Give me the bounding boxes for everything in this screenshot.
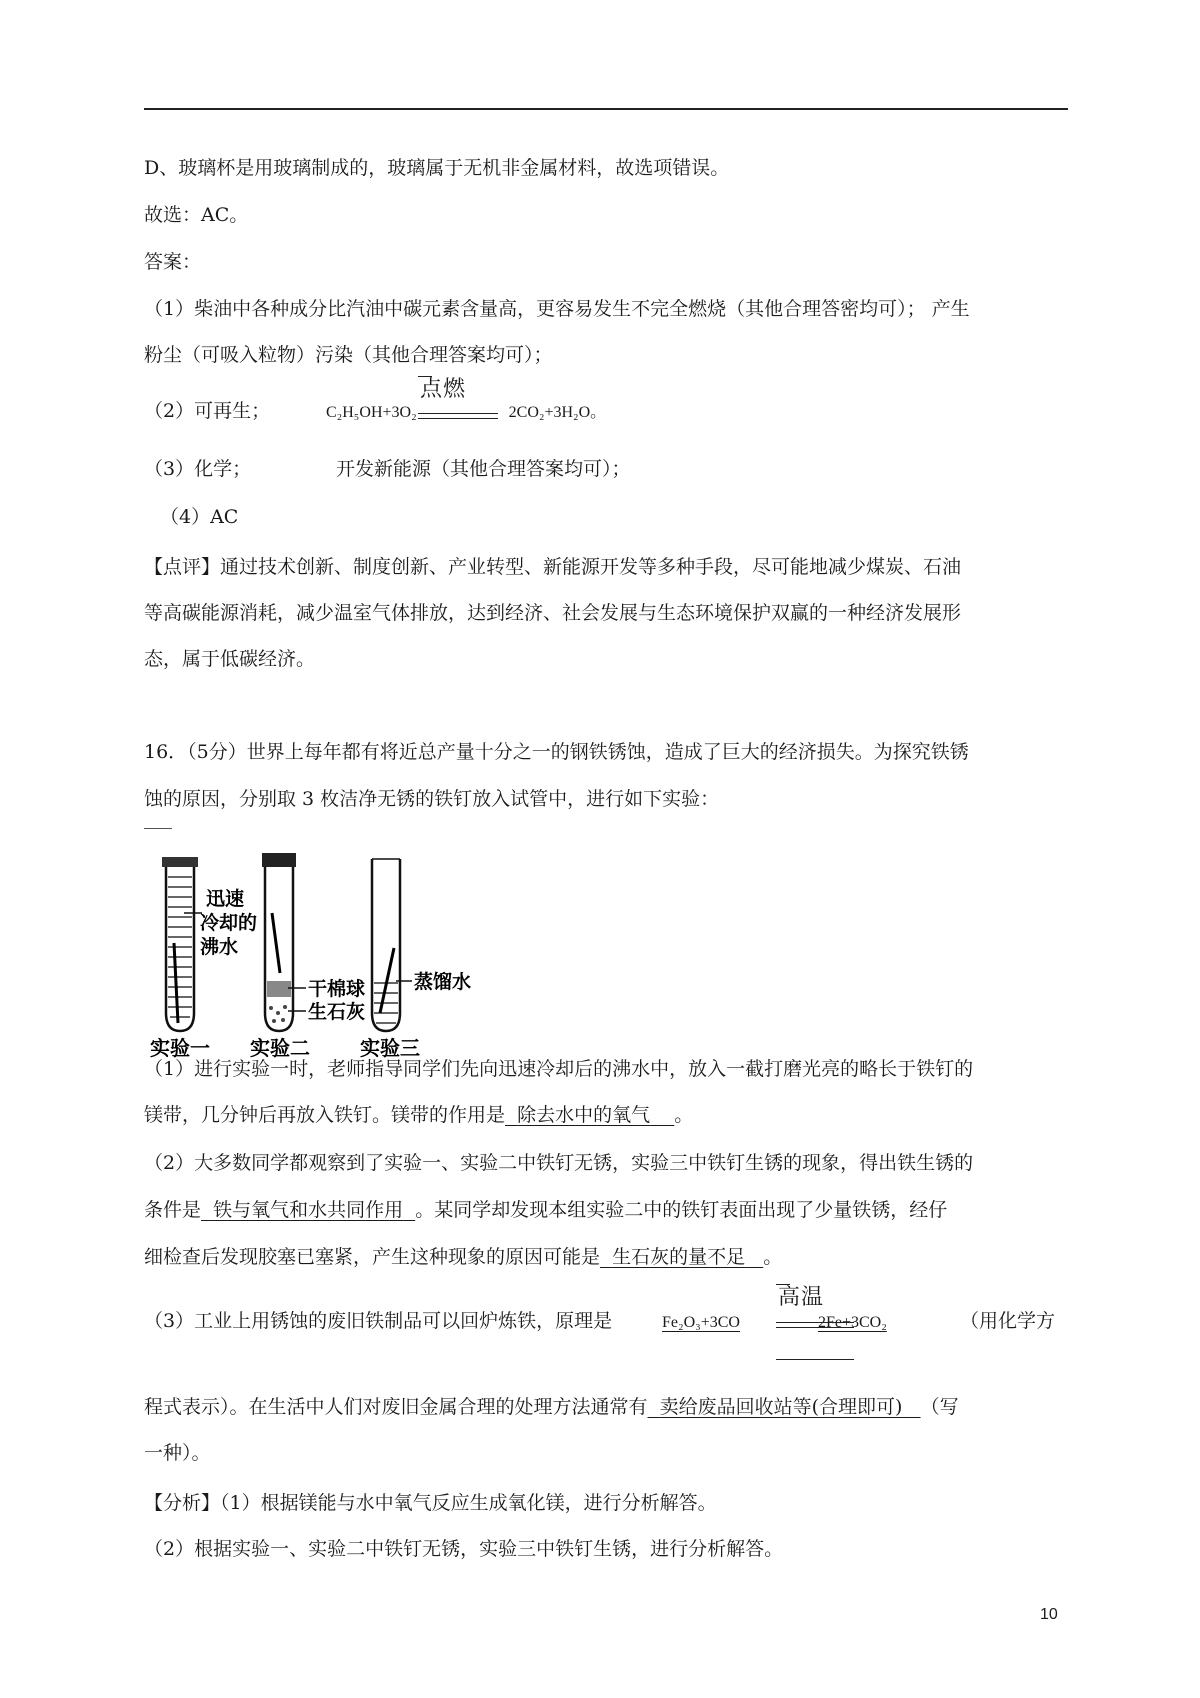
figure-tick [144,828,172,829]
eq2-left: Fe₂O₃+3CO [662,1314,740,1331]
answer-blank-3 [600,1246,763,1268]
comment-line: 态，属于低碳经济。 [144,648,316,670]
text-line: （1）进行实验一时，老师指导同学们先向迅速冷却后的沸水中，放入一截打磨光亮的略长于铁钉的 [144,1058,974,1080]
p1b-prefix: 镁带，几分钟后再放入铁钉。镁带的作用是 [144,1104,506,1126]
eq2-right: 2Fe+3CO₂ [817,1314,887,1331]
answer-4-line: （4）AC [160,506,239,528]
answer-line-4 [144,1306,1068,1336]
text-line: 粉尘（可吸入粒物）污染（其他合理答案均可）； [144,344,553,366]
tube-1 [162,857,202,1031]
p2b-suffix: 。某同学却发现本组实验二中的铁钉表面出现了少量铁锈，经仔 [415,1199,948,1221]
text-line: （1）柴油中各种成分比汽油中碳元素含量高，更容易发生不完全燃烧（其他合理答密均可）； 产生 [144,298,970,320]
eq2-over-tick [776,1284,790,1285]
p3b-prefix: 程式表示）。在生活中人们对废旧金属合理的处理方法通常有 [144,1396,648,1418]
tube3-label: 蒸馏水 [414,971,472,993]
eq2-equals-bar [776,1322,854,1328]
answer-line-2 [144,1195,1068,1225]
p2c-suffix: 。 [763,1246,783,1268]
answer-line-1 [144,1100,1068,1130]
p2b-prefix: 条件是 [144,1199,202,1221]
analysis-line: 【分析】（1）根据镁能与水中氧气反应生成氧化镁，进行分析解答。 [144,1492,717,1514]
answer-text-2: 铁与氧气和水共同作用 [213,1199,404,1221]
p3a-suffix: （用化学方 [960,1310,1056,1332]
exp1-label: 实验一 [150,1036,210,1060]
exp3-label: 实验三 [360,1036,420,1060]
answer-text-1: 除去水中的氧气 [517,1104,651,1126]
text-line: （2）大多数同学都观察到了实验一、实验二中铁钉无锈，实验三中铁钉生锈的现象，得出铁生锈的 [144,1152,974,1174]
answer-line-5 [144,1392,1068,1422]
eq1-right: 2CO₂+3H₂O。 [508,404,607,421]
p1b-suffix: 。 [674,1104,694,1126]
tube1-label-2: 冷却的 [200,912,258,934]
text-line: 答案： [144,251,202,273]
tube1-label-1: 迅速 [206,888,245,910]
tube-3 [372,859,412,1031]
text-line: D、玻璃杯是用玻璃制成的，玻璃属于无机非金属材料，故选项错误。 [144,157,730,179]
text-line: 故选：AC。 [144,204,249,226]
eq1-over-tick [418,376,432,377]
answer-blank-5 [648,1396,921,1418]
p2c-prefix: 细检查后发现胶塞已塞紧，产生这种现象的原因可能是 [144,1246,601,1268]
answer-blank-1 [505,1104,674,1126]
eq1-condition: 点燃 [420,377,467,402]
eq1-left: C₂H₅OH+3O₂ [326,404,417,421]
analysis-line: （2）根据实验一、实验二中铁钉无锈，实验三中铁钉生锈，进行分析解答。 [144,1538,784,1560]
answer-3-prefix: （3）化学； [144,458,252,480]
answer-text-5: 卖给废品回收站等(合理即可) [659,1396,903,1418]
tube1-label-3: 沸水 [200,936,239,958]
test-tube-figure [144,833,484,1083]
exp2-label: 实验二 [250,1036,310,1060]
tube-2 [262,853,306,1031]
answer-line-3 [144,1242,1068,1272]
answer-blank-2 [201,1199,415,1221]
question-16-line: 蚀的原因，分别取 3 枚洁净无锈的铁钉放入试管中，进行如下实验： [144,788,720,810]
eq2-under-line [776,1359,854,1360]
tube2-label-1: 干棉球 [308,978,366,1000]
p3a-prefix: （3）工业上用锈蚀的废旧铁制品可以回炉炼铁，原理是 [144,1310,613,1332]
answer-2-prefix: （2）可再生； [144,400,271,422]
p3b-suffix: （写 [920,1396,959,1418]
text-line: 一种）。 [144,1442,211,1464]
comment-line: 【点评】通过技术创新、制度创新、产业转型、新能源开发等多种手段，尽可能地减少煤炭、石油 [144,556,962,578]
eq2-condition: 高温 [778,1285,825,1310]
answer-3-suffix: 开发新能源（其他合理答案均可）； [336,458,631,480]
question-16-line: 16．（5分）世界上每年都有将近总产量十分之一的钢铁锈蚀，造成了巨大的经济损失。为探究铁锈 [144,741,969,763]
comment-line: 等高碳能源消耗，减少温室气体排放，达到经济、社会发展与生态环境保护双赢的一种经济发展形 [144,602,962,624]
page-number: 10 [1040,1606,1058,1623]
eq1-equals-bar [418,413,498,419]
header-rule [144,108,1068,110]
tube2-label-2: 生石灰 [308,1001,366,1023]
answer-text-3: 生石灰的量不足 [612,1246,746,1268]
